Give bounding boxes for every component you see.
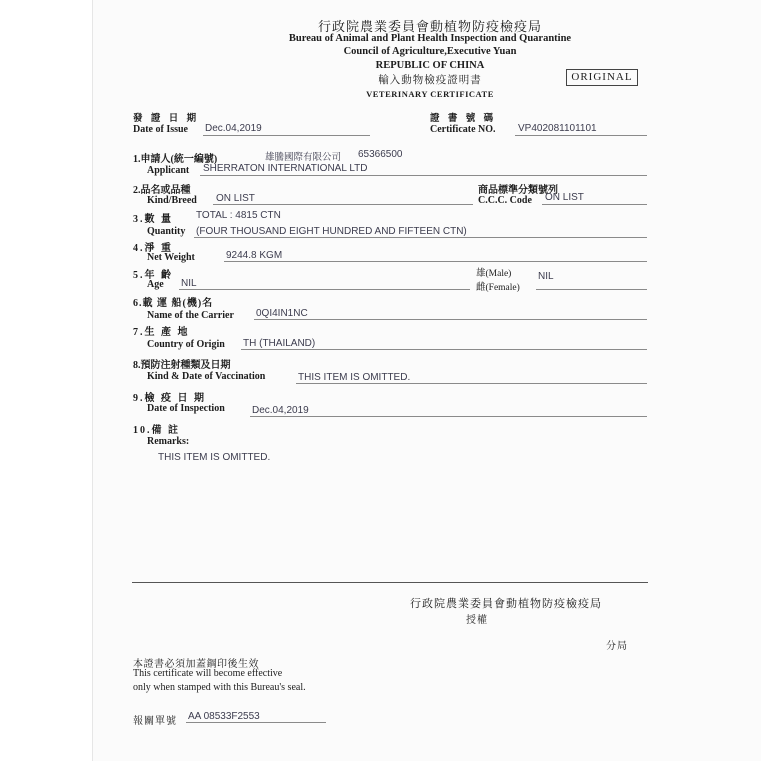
country-title: REPUBLIC OF CHINA <box>375 60 485 71</box>
date-of-issue-value: Dec.04,2019 <box>205 123 262 134</box>
date-of-issue-label-zh: 發 證 日 期 <box>133 114 200 124</box>
remarks-label: Remarks: <box>147 436 190 447</box>
report-no-label-zh: 報關單號 <box>133 716 177 727</box>
carrier-value: 0QI4IN1NC <box>256 308 308 319</box>
applicant-value: SHERRATON INTERNATIONAL LTD <box>203 163 368 174</box>
net-weight-label-zh: 4.淨 重 <box>133 243 173 254</box>
quantity-label: Quantity <box>147 226 186 237</box>
age-value: NIL <box>181 278 197 289</box>
age-label: Age <box>147 279 164 290</box>
certificate-no-value: VP402081101101 <box>518 123 597 134</box>
certificate-no-label-zh: 證 書 號 碼 <box>430 114 497 124</box>
kind-value: ON LIST <box>216 193 255 204</box>
net-weight-value: 9244.8 KGM <box>226 250 283 261</box>
quantity-total: TOTAL : 4815 CTN <box>196 210 281 221</box>
vaccination-value: THIS ITEM IS OMITTED. <box>298 372 411 383</box>
net-weight-label: Net Weight <box>147 252 195 263</box>
vaccination-label-zh: 8.預防注射種類及日期 <box>133 360 231 371</box>
applicant-label-zh: 1.申請人(統一編號) <box>133 154 218 165</box>
inspection-value: Dec.04,2019 <box>252 405 309 416</box>
sex-value: NIL <box>538 271 554 282</box>
sex-female-label: 雌(Female) <box>476 283 520 293</box>
ccc-label: C.C.C. Code <box>478 195 532 206</box>
ccc-label-zh: 商品標準分類號列 <box>478 185 558 196</box>
kind-label-zh: 2.品名或品種 <box>133 185 191 196</box>
quantity-value: (FOUR THOUSAND EIGHT HUNDRED AND FIFTEEN CTN) <box>196 226 467 237</box>
applicant-id: 65366500 <box>358 149 403 160</box>
certificate-title-en: VETERINARY CERTIFICATE <box>366 89 494 99</box>
carrier-label: Name of the Carrier <box>147 310 234 321</box>
applicant-label: Applicant <box>147 165 190 176</box>
ccc-value: ON LIST <box>545 192 584 203</box>
sex-male-label: 雄(Male) <box>476 269 512 279</box>
seal-note-en-1: This certificate will become effective <box>133 668 283 679</box>
inspection-label: Date of Inspection <box>147 403 225 414</box>
footer-branch-zh: 分局 <box>606 641 628 652</box>
origin-label-zh: 7.生 產 地 <box>133 327 190 338</box>
origin-value: TH (THAILAND) <box>243 338 316 349</box>
kind-label: Kind/Breed <box>147 195 197 206</box>
origin-label: Country of Origin <box>147 339 225 350</box>
seal-note-en-2: only when stamped with this Bureau's seal. <box>133 682 306 693</box>
bureau-title-en: Bureau of Animal and Plant Health Inspection and Quarantine <box>288 33 572 44</box>
applicant-name-zh: 雄騰國際有限公司 <box>265 152 342 163</box>
vaccination-label: Kind & Date of Vaccination <box>147 371 266 382</box>
date-of-issue-label: Date of Issue <box>133 124 188 135</box>
footer-bureau-zh: 行政院農業委員會動植物防疫檢疫局 <box>410 598 602 610</box>
remarks-label-zh: 10.備 註 <box>133 425 180 436</box>
report-no-value: AA 08533F2553 <box>188 711 260 722</box>
council-title-en: Council of Agriculture,Executive Yuan <box>343 46 517 57</box>
footer-authorized-zh: 授權 <box>466 615 488 626</box>
remarks-value: THIS ITEM IS OMITTED. <box>158 452 271 463</box>
bureau-title-zh: 行政院農業委員會動植物防疫檢疫局 <box>317 19 542 34</box>
seal-note-zh: 本證書必須加蓋鋼印後生效 <box>133 659 259 670</box>
quantity-label-zh: 3.數 量 <box>133 214 173 225</box>
certificate-no-label: Certificate NO. <box>430 124 496 135</box>
age-label-zh: 5.年 齡 <box>133 270 173 281</box>
inspection-label-zh: 9.檢 疫 日 期 <box>133 393 206 404</box>
original-badge: ORIGINAL <box>566 69 638 86</box>
carrier-label-zh: 6.載 運 船(機)名 <box>133 298 214 309</box>
footer-divider <box>132 582 648 583</box>
certificate-title-zh: 輸入動物檢疫證明書 <box>378 75 482 86</box>
